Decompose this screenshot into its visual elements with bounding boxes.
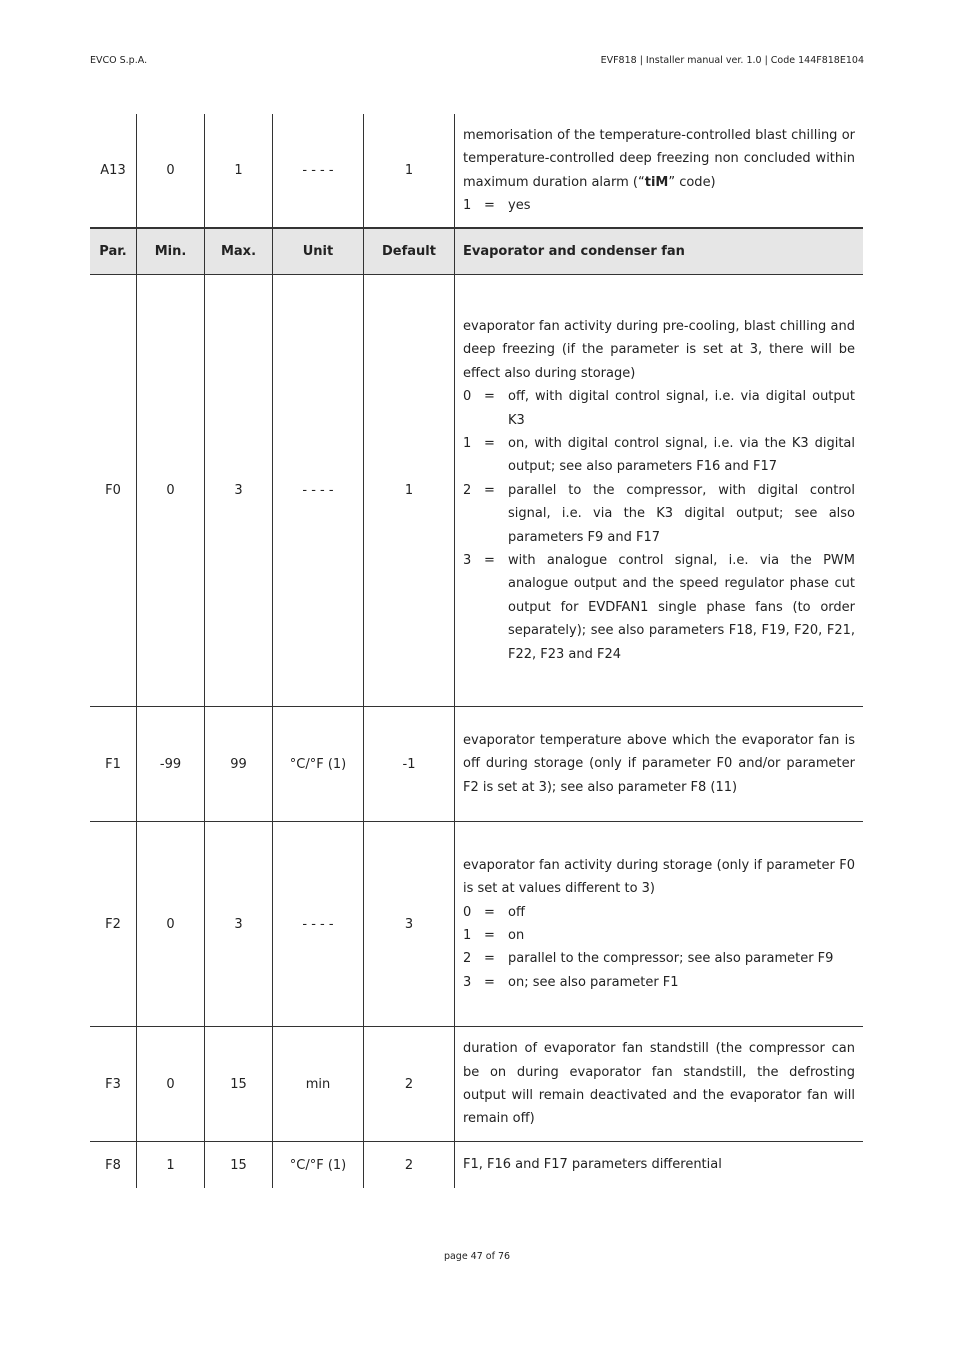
par-cell: F0 bbox=[90, 275, 137, 706]
unit-cell: - - - - bbox=[273, 275, 364, 706]
description-text: memorisation of the temperature-controlled blast chilling or temperature-controlled deep freezing non concluded within maximum duration alarm (“tiM” code) bbox=[463, 127, 855, 190]
column-header-par: Par. bbox=[90, 229, 137, 274]
default-cell: 1 bbox=[364, 114, 455, 227]
description-cell bbox=[455, 707, 863, 821]
max-cell: 99 bbox=[205, 707, 273, 821]
option-item: 2 = parallel to the compressor, with digital control signal, i.e. via the K3 digital output; see also parameters F9 and F17 bbox=[463, 482, 855, 545]
option-item: 0 = off, with digital control signal, i.e. via digital output K3 bbox=[463, 389, 855, 428]
max-cell: 3 bbox=[205, 275, 273, 706]
table-row-f1 bbox=[90, 707, 863, 822]
table-row-a13 bbox=[90, 114, 863, 228]
unit-cell: °C/°F (1) bbox=[273, 1142, 364, 1188]
min-cell: -99 bbox=[137, 707, 205, 821]
min-cell: 0 bbox=[137, 1027, 205, 1141]
parameter-table bbox=[90, 114, 863, 1188]
column-header-unit: Unit bbox=[273, 229, 364, 274]
description-cell bbox=[455, 1142, 863, 1188]
description-text: evaporator fan activity during storage (only if parameter F0 is set at values different to 3) bbox=[463, 857, 855, 897]
default-cell: 1 bbox=[364, 275, 455, 706]
table-row-f3 bbox=[90, 1027, 863, 1142]
max-cell: 3 bbox=[205, 822, 273, 1026]
unit-cell: - - - - bbox=[273, 114, 364, 227]
column-header-default: Default bbox=[364, 229, 455, 274]
option-item: 2 = parallel to the compressor; see also parameter F9 bbox=[463, 951, 834, 967]
column-header-min: Min. bbox=[137, 229, 205, 274]
description-cell bbox=[455, 1027, 863, 1141]
table-header-row bbox=[90, 228, 863, 275]
default-cell: 2 bbox=[364, 1027, 455, 1141]
option-item: 1 = on, with digital control signal, i.e. via the K3 digital output; see also parameters F16 and F17 bbox=[463, 435, 855, 475]
option-item: 3 = on; see also parameter F1 bbox=[463, 974, 679, 990]
description-cell bbox=[455, 275, 863, 706]
default-cell: -1 bbox=[364, 707, 455, 821]
par-cell: A13 bbox=[90, 114, 137, 227]
description-text: evaporator temperature above which the evaporator fan is off during storage (only if parameter F0 and/or parameter F2 is set at 3); see also parameter F8 (11) bbox=[463, 732, 855, 795]
unit-cell: - - - - bbox=[273, 822, 364, 1026]
table-row-f2 bbox=[90, 822, 863, 1027]
unit-cell: min bbox=[273, 1027, 364, 1141]
min-cell: 0 bbox=[137, 114, 205, 227]
max-cell: 15 bbox=[205, 1142, 273, 1188]
table-row-f0 bbox=[90, 275, 863, 707]
min-cell: 0 bbox=[137, 275, 205, 706]
description-cell bbox=[455, 822, 863, 1026]
table-row-f8 bbox=[90, 1142, 863, 1188]
description-text: F1, F16 and F17 parameters differential bbox=[463, 1157, 722, 1173]
par-cell: F3 bbox=[90, 1027, 137, 1141]
description-text: duration of evaporator fan standstill (the compressor can be on during evaporator fan standstill, the defrosting output will remain deactivated and the evaporator fan will remain off) bbox=[463, 1041, 855, 1127]
column-header-max: Max. bbox=[205, 229, 273, 274]
header-company: EVCO S.p.A. bbox=[90, 55, 148, 66]
description-text: evaporator fan activity during pre-cooling, blast chilling and deep freezing (if the parameter is set at 3, there will be effect also during storage) bbox=[463, 318, 855, 381]
default-cell: 2 bbox=[364, 1142, 455, 1188]
max-cell: 1 bbox=[205, 114, 273, 227]
unit-cell: °C/°F (1) bbox=[273, 707, 364, 821]
par-cell: F1 bbox=[90, 707, 137, 821]
description-cell bbox=[455, 114, 863, 227]
min-cell: 0 bbox=[137, 822, 205, 1026]
option-item: 3 = with analogue control signal, i.e. via the PWM analogue output and the speed regulator phase cut output for EVDFAN1 single phase fans (to order separately); see also parameters F18, F19, F20, F21, F22, F23 and F24 bbox=[463, 553, 855, 662]
section-title: Evaporator and condenser fan bbox=[455, 229, 863, 274]
max-cell: 15 bbox=[205, 1027, 273, 1141]
min-cell: 1 bbox=[137, 1142, 205, 1188]
option-item: 0 = off bbox=[463, 904, 525, 920]
option-item: 1 = on bbox=[463, 928, 525, 943]
option-item: 1 = yes bbox=[463, 197, 531, 213]
par-cell: F2 bbox=[90, 822, 137, 1026]
default-cell: 3 bbox=[364, 822, 455, 1026]
par-cell: F8 bbox=[90, 1142, 137, 1188]
page-number: page 47 of 76 bbox=[443, 1251, 511, 1262]
header-document-code: EVF818 | Installer manual ver. 1.0 | Code 144F818E104 bbox=[600, 55, 864, 66]
